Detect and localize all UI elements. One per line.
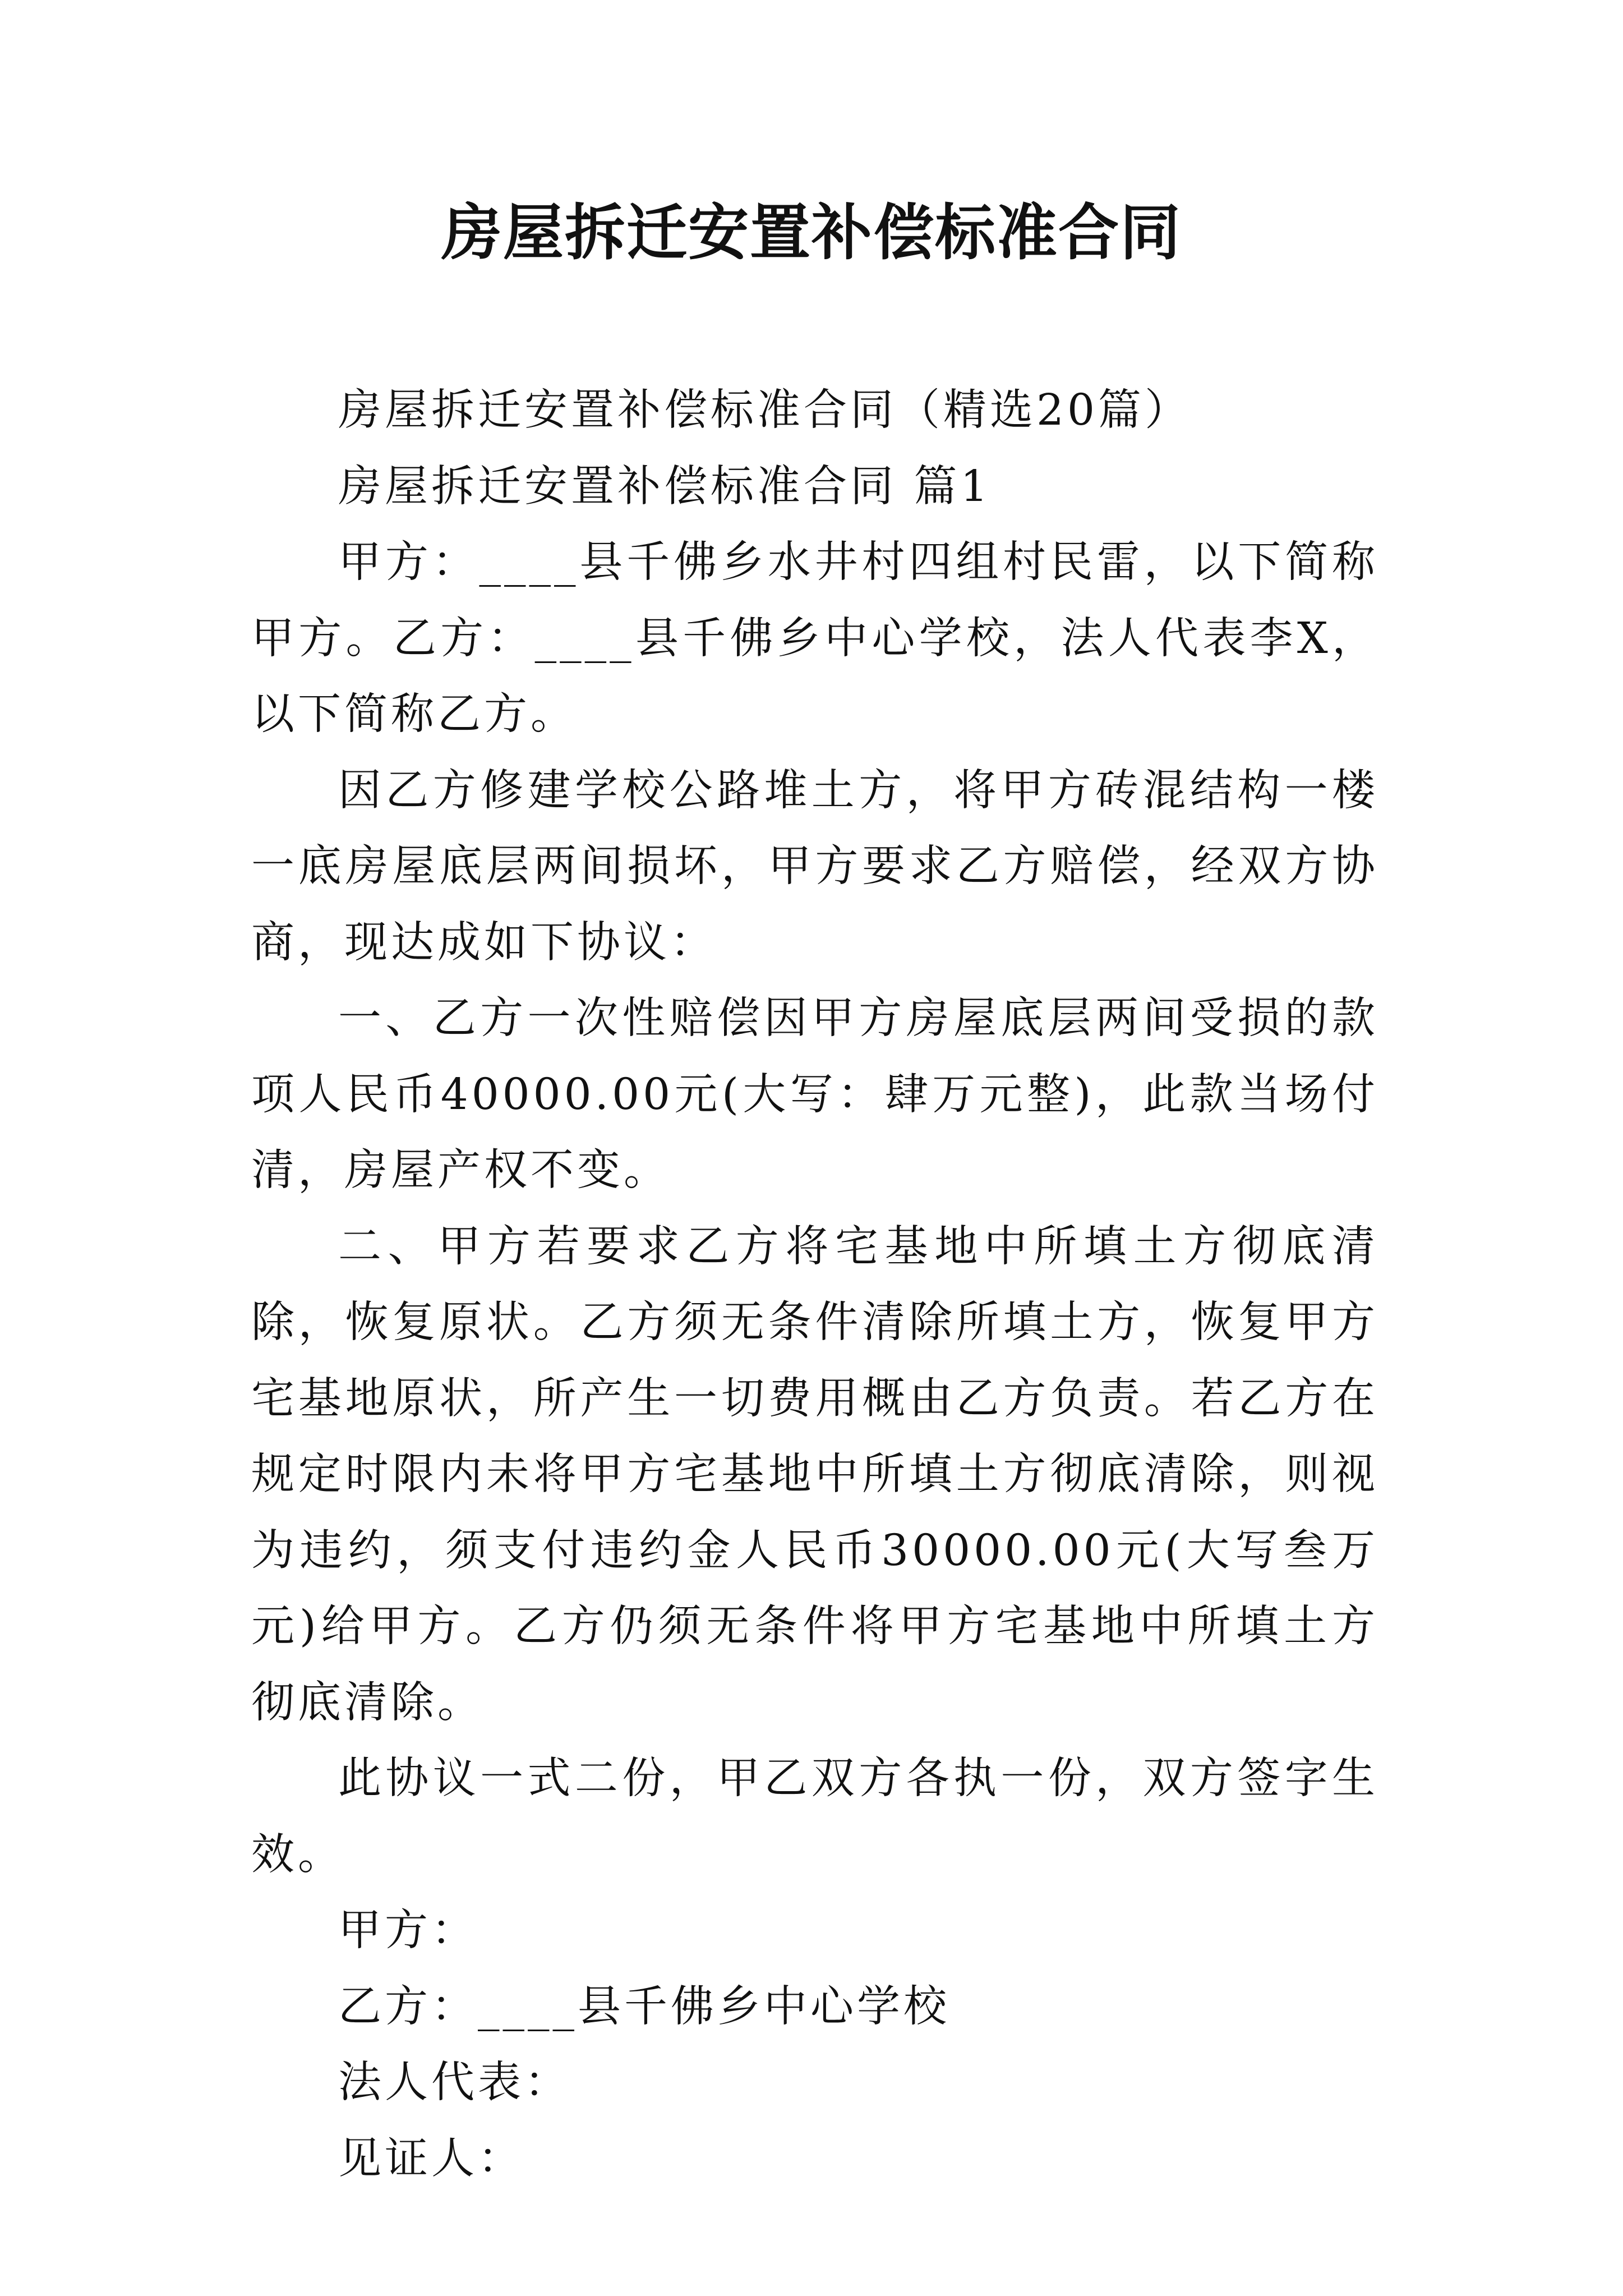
paragraph-background: 因乙方修建学校公路堆土方，将甲方砖混结构一楼一底房屋底层两间损坏，甲方要求乙方赔偿，经双方协商，现达成如下协议： xyxy=(251,765,1378,968)
signature-party-b: 乙方：____县千佛乡中心学校 xyxy=(338,1981,950,2032)
paragraph-parties: 甲方：____县千佛乡水井村四组村民雷，以下简称甲方。乙方：____县千佛乡中心学校，法人代表李X，以下简称乙方。 xyxy=(251,537,1378,739)
signature-party-a: 甲方： xyxy=(338,1906,478,1955)
document-body xyxy=(251,372,1378,2197)
signature-legal-representative: 法人代表： xyxy=(338,2058,571,2108)
paragraph-effectiveness: 此协议一式二份，甲乙双方各执一份，双方签字生效。 xyxy=(251,1754,1378,1880)
signature-witness: 见证人： xyxy=(338,2133,524,2184)
paragraph-section-heading: 房屋拆迁安置补偿标准合同 篇1 xyxy=(338,461,992,512)
paragraph-clause-2: 二、甲方若要求乙方将宅基地中所填土方彻底清除，恢复原状。乙方须无条件清除所填土方，恢复甲方宅基地原状，所产生一切费用概由乙方负责。若乙方在规定时限内未将甲方宅基地中所填土方彻底清除，则视为违约，须支付违约金人民币30000.00元(大写叁万元)给甲方。乙方仍须无条件将甲方宅基地中所填土方彻底清除。 xyxy=(251,1221,1378,1728)
paragraph-subtitle: 房屋拆迁安置补偿标准合同（精选20篇） xyxy=(338,385,1191,435)
paragraph-clause-1: 一、乙方一次性赔偿因甲方房屋底层两间受损的款项人民币40000.00元(大写：肆万元整)，此款当场付清，房屋产权不变。 xyxy=(251,993,1378,1195)
document-title: 房屋拆迁安置补偿标准合同 xyxy=(441,197,1182,268)
